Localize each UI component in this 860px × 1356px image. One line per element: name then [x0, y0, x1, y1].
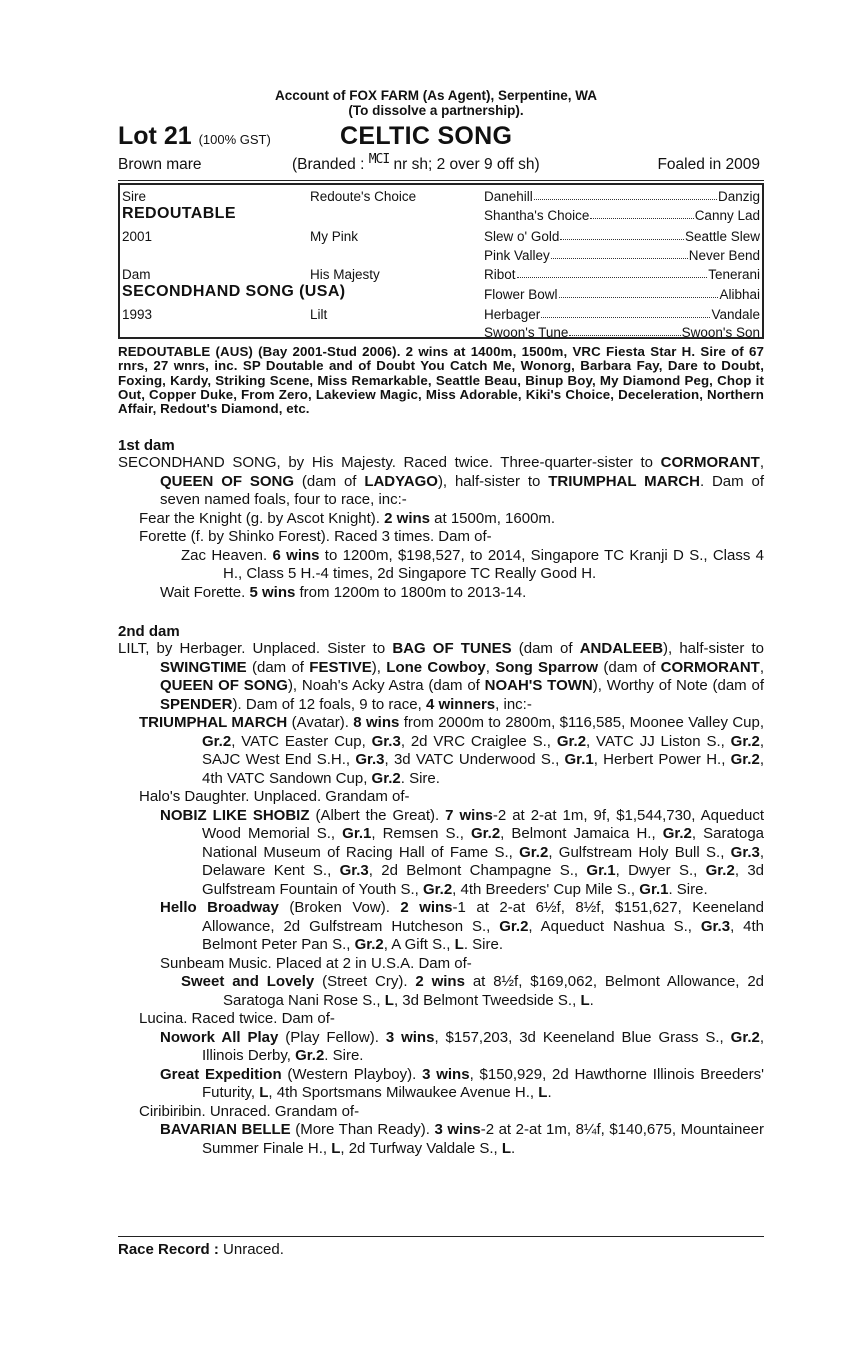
bold-text: L — [259, 1084, 269, 1102]
bold-text: Song Sparrow — [495, 658, 599, 676]
produce-entry — [118, 1121, 764, 1158]
bold-text: 2 wins — [400, 899, 453, 917]
lot-line — [118, 122, 764, 152]
bold-text: L — [384, 991, 394, 1009]
race-record-value: Unraced. — [223, 1241, 284, 1258]
bold-text: Gr.3 — [700, 917, 731, 935]
produce-entry — [118, 807, 764, 900]
text-run: ). Dam of 12 foals, 9 to race, — [232, 695, 426, 713]
text-run: from 2000m to 2800m, $116,585, Moonee Valley Cup, — [399, 714, 765, 732]
second-dam-heading: 2nd dam — [118, 623, 180, 641]
bold-text: SWINGTIME — [160, 658, 247, 676]
text-run: , 2d Belmont Champagne S., — [368, 862, 587, 880]
text-run: , inc:- — [495, 695, 532, 713]
text-run: ), — [371, 658, 387, 676]
produce-entry — [118, 510, 764, 529]
text-run: (dam of — [246, 658, 310, 676]
first-dam-heading: 1st dam — [118, 437, 175, 455]
text-run: ), Noah's Acky Astra (dam of — [287, 677, 485, 695]
dam-dam: Lilt — [310, 307, 328, 322]
text-run: , Saratoga National Museum of Racing Hall of Fame S., — [202, 825, 764, 861]
bold-text: 3 wins — [385, 1028, 435, 1046]
text-run: (Broken Vow). — [278, 899, 401, 917]
text-run: -2 at 2-at 1m, 9f, $1,544,730, Aqueduct Wood Memorial S., — [202, 806, 764, 843]
bold-text: Great Expedition — [160, 1065, 282, 1083]
lot-number: Lot 21 (100% GST) — [118, 122, 271, 150]
bold-text: Gr.1 — [342, 825, 372, 843]
text-run: (Play Fellow). — [278, 1028, 386, 1046]
bold-text: Gr.1 — [639, 880, 669, 898]
bold-text: ANDALEEB — [579, 640, 664, 658]
text-run: . Sire. — [668, 880, 708, 898]
text-run: , 4th Belmont Peter Pan S., — [202, 917, 765, 954]
text-run: at 1500m, 1600m. — [430, 509, 556, 527]
bold-text: Sweet and Lovely — [181, 973, 315, 991]
bold-text: CORMORANT — [660, 658, 760, 676]
bold-text: L — [454, 936, 464, 954]
bold-text: Gr.1 — [564, 751, 594, 769]
bold-text: SPENDER — [160, 695, 233, 713]
text-run: . — [547, 1084, 552, 1102]
text-run: , 4th Breeders' Cup Mile S., — [452, 880, 640, 898]
bold-text: 2 wins — [384, 509, 430, 527]
ancestor-line: Shantha's Choice Canny Lad — [484, 208, 760, 223]
text-run: , 2d VRC Craiglee S., — [400, 732, 557, 750]
bold-text: L — [580, 991, 590, 1009]
bold-text: 4 winners — [425, 695, 496, 713]
horse-name: CELTIC SONG — [340, 122, 513, 150]
bold-text: FESTIVE — [309, 658, 372, 676]
bold-text: 7 wins — [445, 806, 493, 824]
first-dam-intro — [118, 454, 764, 510]
produce-entry — [118, 547, 764, 584]
text-run: -1 at 2-at 6½f, 8½f, $151,627, Keeneland Allowance, 2d Gulfstream Hutcheson S., — [202, 899, 764, 935]
text-run: (Street Cry). — [314, 973, 416, 991]
bold-text: Gr.2 — [730, 1028, 760, 1046]
bold-text: Gr.2 — [556, 732, 587, 750]
text-run: ), half-sister to — [663, 640, 765, 658]
bold-text: Gr.2 — [295, 1047, 325, 1065]
text-run: , VATC Easter Cup, — [231, 732, 372, 750]
dam-label: Dam — [122, 267, 151, 282]
sire-year: 2001 — [122, 229, 153, 244]
bold-text: TRIUMPHAL MARCH — [548, 472, 700, 490]
produce-entry — [118, 714, 764, 788]
bold-text: Gr.3 — [355, 751, 385, 769]
text-run: , Gulfstream Holy Bull S., — [548, 843, 731, 861]
bold-text: 3 wins — [422, 1065, 470, 1083]
produce-entry — [118, 1066, 764, 1103]
text-run: , A Gift S., — [383, 936, 455, 954]
text-run: , — [759, 454, 764, 472]
text-run: -2 at 2-at 1m, 8¼f, $140,675, Mountaineer Summer Finale H., — [202, 1121, 764, 1157]
bold-text: QUEEN OF SONG — [160, 472, 295, 490]
ancestor-line: Slew o' Gold Seattle Slew — [484, 229, 760, 244]
bold-text: QUEEN OF SONG — [160, 677, 288, 695]
bold-text: Nowork All Play — [160, 1028, 279, 1046]
bold-text: 5 wins — [249, 583, 296, 601]
text-run: , Belmont Jamaica H., — [500, 825, 663, 843]
text-run: (Avatar). — [287, 714, 354, 732]
second-dam-intro — [118, 640, 764, 714]
bold-text: L — [331, 1139, 341, 1157]
horse-description — [118, 152, 764, 181]
bold-text: Lone Cowboy — [386, 658, 486, 676]
sire-label: Sire — [122, 189, 147, 204]
text-run: (dam of — [598, 658, 661, 676]
text-run: from 1200m to 1800m to 2013-14. — [295, 583, 527, 601]
produce-entry — [118, 899, 764, 955]
bold-text: Hello Broadway — [160, 899, 279, 917]
text-run: (dam of — [511, 640, 580, 658]
bold-text: Gr.3 — [371, 732, 401, 750]
bold-text: LADYAGO — [364, 472, 438, 490]
ancestor-line: Flower Bowl Alibhai — [484, 287, 760, 302]
bold-text: Gr.2 — [519, 843, 549, 861]
bold-text: Gr.2 — [354, 936, 384, 954]
text-run: ), Worthy of Note (dam of — [592, 677, 764, 695]
produce-entry: Halo's Daughter. Unplaced. Grandam of- — [139, 788, 410, 806]
bold-text: Gr.2 — [662, 825, 692, 843]
text-run: (dam of — [294, 472, 365, 490]
bold-text: 8 wins — [353, 714, 400, 732]
text-run: . Sire. — [463, 936, 503, 954]
dam-year: 1993 — [122, 307, 153, 322]
bold-text: NOAH'S TOWN — [484, 677, 593, 695]
text-run: , Aqueduct Nashua S., — [528, 917, 701, 935]
text-run: . Sire. — [324, 1047, 364, 1065]
produce-entry — [118, 973, 764, 1010]
text-run: SECONDHAND SONG, by His Majesty. Raced twice. Three-quarter-sister to — [118, 454, 661, 472]
text-run: Zac Heaven. — [181, 546, 273, 564]
text-run: , VATC JJ Liston S., — [586, 732, 731, 750]
text-run: , 4th Sportsmans Milwaukee Avenue H., — [268, 1084, 539, 1102]
text-run: , Delaware Kent S., — [202, 843, 765, 880]
bold-text: L — [501, 1139, 512, 1157]
text-run: , 3d Belmont Tweedside S., — [393, 991, 581, 1009]
produce-entry — [118, 1029, 764, 1066]
bold-text: Gr.2 — [470, 825, 501, 843]
text-run: . Sire. — [400, 769, 440, 787]
bold-text: Gr.2 — [202, 732, 232, 750]
text-run: , SAJC West End S.H., — [202, 732, 765, 769]
bold-text: CORMORANT — [660, 454, 760, 472]
catalogue-page — [118, 88, 765, 1258]
bold-text: Gr.3 — [730, 843, 760, 861]
bold-text: BAVARIAN BELLE — [160, 1121, 291, 1139]
brand-mark: MCI — [368, 152, 390, 167]
text-run: , 4th VATC Sandown Cup, — [202, 751, 764, 787]
brand-info: (Branded : $^{MCI}$ nr sh; 2 over 9 off sh) — [292, 152, 540, 173]
bold-text: Gr.2 — [371, 769, 401, 787]
text-run: , 3d VATC Underwood S., — [384, 751, 565, 769]
pedigree-table — [118, 183, 764, 339]
dam-name: SECONDHAND SONG (USA) — [122, 283, 346, 300]
sire-summary: REDOUTABLE (AUS) (Bay 2001-Stud 2006). 2 wins at 1400m, 1500m, VRC Fiesta Star H. Sire of 67 rnrs, 27 wnrs, inc. SP Doutable and of Doubt You Catch Me, Wonorg, Barbara Fay, Dare to Doubt, Foxing, Kardy, Striking Scene, Miss Remarkable, Seattle Beau, Binup Boy, My Diamond Peg, Chop it Out, Copper Duke, From Zero, Lakeview Magic, Miss Adorable, Kiki's Choice, Deceleration, Northern Affair, Redout's Diamond, etc. — [118, 344, 764, 417]
race-record-label: Race Record : — [118, 1241, 219, 1258]
bold-text: 6 wins — [272, 546, 320, 564]
bold-text: Gr.3 — [339, 862, 369, 880]
text-run: Wait Forette. — [160, 583, 250, 601]
text-run: , 3d Gulfstream Fountain of Youth S., — [202, 862, 765, 898]
text-run: to 1200m, $198,527, to 2014, Singapore TC Kranji D S., Class 4 H., Class 5 H.-4 times, 2d Singapore TC Really Good H. — [223, 546, 764, 583]
text-run: at 8½f, $169,062, Belmont Allowance, 2d Saratoga Nani Rose S., — [223, 973, 765, 1009]
ancestor-line: Pink Valley Never Bend — [484, 248, 760, 263]
text-run: Fear the Knight (g. by Ascot Knight). — [139, 509, 385, 527]
bold-text: Gr.2 — [705, 862, 735, 880]
consignor-line: Account of FOX FARM (As Agent), Serpentine, WA — [274, 88, 597, 103]
sire-dam: My Pink — [310, 229, 359, 244]
bold-text: NOBIZ LIKE SHOBIZ — [160, 806, 310, 824]
ancestor-line: Herbager Vandale — [484, 307, 760, 322]
text-run: ), half-sister to — [437, 472, 549, 490]
bold-text: Gr.2 — [499, 917, 529, 935]
bold-text: 3 wins — [434, 1121, 481, 1139]
sex-colour: Brown mare — [118, 156, 202, 173]
bold-text: 2 wins — [415, 973, 465, 991]
produce-entry: Ciribiribin. Unraced. Grandam of- — [139, 1102, 360, 1120]
text-run: , 2d Turfway Valdale S., — [340, 1139, 502, 1157]
bold-text: Gr.2 — [422, 880, 453, 898]
text-run: , Illinois Derby, — [202, 1028, 765, 1065]
sire-name: REDOUTABLE — [122, 205, 236, 222]
bold-text: TRIUMPHAL MARCH — [139, 714, 288, 732]
text-run: , — [759, 658, 764, 676]
text-run: LILT, by Herbager. Unplaced. Sister to — [118, 640, 393, 658]
bold-text: Gr.1 — [586, 862, 616, 880]
text-run: , $157,203, 3d Keeneland Blue Grass S., — [434, 1028, 731, 1046]
produce-entry: Lucina. Raced twice. Dam of- — [139, 1010, 335, 1028]
bold-text: Gr.2 — [730, 732, 760, 750]
foaled-year: Foaled in 2009 — [657, 156, 760, 173]
dam-sire: His Majesty — [310, 267, 380, 282]
gst-note: (100% GST) — [198, 132, 271, 147]
sale-reason: (To dissolve a partnership). — [348, 103, 524, 118]
race-record — [118, 1236, 764, 1258]
text-run: , Dwyer S., — [615, 862, 706, 880]
bold-text: BAG OF TUNES — [392, 640, 512, 658]
ancestor-line: Swoon's Tune Swoon's Son — [484, 325, 760, 340]
text-run: (More Than Ready). — [290, 1121, 435, 1139]
bold-text: Gr.2 — [730, 751, 760, 769]
text-run: . Dam of seven named foals, four to race, inc:- — [160, 472, 764, 509]
text-run: , $150,929, 2d Hawthorne Illinois Breeders' Futurity, — [202, 1065, 764, 1102]
text-run: . — [511, 1139, 516, 1157]
text-run: , — [485, 658, 496, 676]
ancestor-line: Danehill Danzig — [484, 189, 760, 204]
bold-text: L — [538, 1084, 548, 1102]
text-run: (Albert the Great). — [309, 806, 446, 824]
text-run: . — [589, 991, 594, 1009]
produce-entry: Forette (f. by Shinko Forest). Raced 3 times. Dam of- — [139, 528, 492, 546]
produce-entry — [118, 584, 764, 603]
sire-sire: Redoute's Choice — [310, 189, 417, 204]
ancestor-line: Ribot Tenerani — [484, 267, 760, 282]
text-run: , Herbert Power H., — [593, 751, 731, 769]
produce-entry: Sunbeam Music. Placed at 2 in U.S.A. Dam of- — [160, 954, 472, 972]
text-run: , Remsen S., — [371, 825, 471, 843]
text-run: (Western Playboy). — [281, 1065, 423, 1083]
